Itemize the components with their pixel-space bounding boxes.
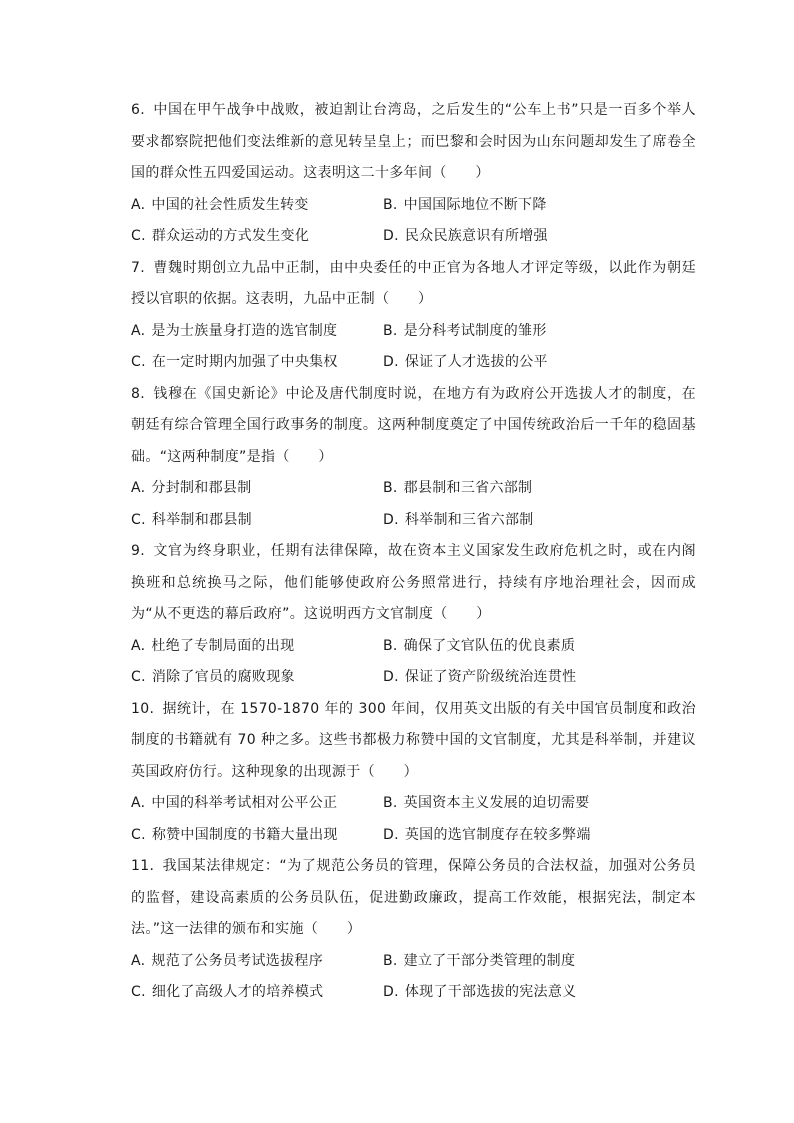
option-a[interactable] bbox=[131, 473, 383, 505]
option-text: 英国的选官制度存在较多弊端 bbox=[404, 826, 591, 843]
question-number: 7. bbox=[131, 259, 146, 276]
option-text: 分封制和郡县制 bbox=[151, 480, 252, 496]
option-d[interactable] bbox=[383, 977, 576, 1009]
question-stem bbox=[131, 851, 696, 946]
options-row bbox=[131, 473, 696, 505]
option-b[interactable] bbox=[383, 788, 590, 820]
option-letter: C. bbox=[131, 984, 146, 1000]
question-number: 9. bbox=[131, 543, 146, 559]
option-text: 保证了资产阶级统治连贯性 bbox=[404, 669, 577, 685]
option-text: 规范了公务员考试选拔程序 bbox=[151, 952, 323, 969]
option-letter: D. bbox=[383, 669, 399, 685]
option-d[interactable] bbox=[383, 347, 548, 379]
option-letter: B. bbox=[383, 322, 398, 339]
question-10 bbox=[131, 694, 696, 852]
option-text: 中国的社会性质发生转变 bbox=[151, 196, 309, 213]
option-letter: D. bbox=[383, 984, 399, 1000]
option-text: 杜绝了专制局面的出现 bbox=[151, 637, 295, 654]
option-b[interactable] bbox=[383, 473, 532, 505]
option-c[interactable] bbox=[131, 505, 383, 537]
options-row bbox=[131, 946, 696, 978]
question-6 bbox=[131, 95, 696, 253]
option-letter: A. bbox=[131, 196, 146, 213]
option-text: 中国的科举考试相对公平公正 bbox=[151, 795, 338, 811]
option-b[interactable] bbox=[383, 946, 575, 978]
options-row bbox=[131, 316, 696, 348]
option-text: 英国资本主义发展的迫切需要 bbox=[403, 795, 590, 811]
question-stem bbox=[131, 694, 696, 789]
options-row bbox=[131, 631, 696, 663]
option-text: 是分科考试制度的雏形 bbox=[403, 322, 547, 339]
option-letter: A. bbox=[131, 322, 146, 339]
option-letter: A. bbox=[131, 480, 146, 496]
option-a[interactable] bbox=[131, 788, 383, 820]
question-stem bbox=[131, 536, 696, 631]
option-text: 体现了干部选拔的宪法意义 bbox=[404, 984, 577, 1000]
option-c[interactable] bbox=[131, 977, 383, 1009]
question-text: 中国在甲午战争中战败，被迫割让台湾岛，之后发生的“公车上书”只是一百多个举人要求都察院把他们变法维新的意见转呈皇上；而巴黎和会时因为山东问题却发生了席卷全国的群众性五四爱国运动。这表明这二十多年间（ ） bbox=[131, 102, 696, 181]
option-text: 是为士族量身打造的选官制度 bbox=[151, 322, 338, 339]
option-text: 保证了人才选拔的公平 bbox=[404, 354, 548, 370]
option-d[interactable] bbox=[383, 505, 534, 537]
options-row bbox=[131, 221, 696, 253]
option-letter: A. bbox=[131, 637, 146, 654]
question-7 bbox=[131, 253, 696, 379]
option-a[interactable] bbox=[131, 631, 383, 663]
options-row bbox=[131, 347, 696, 379]
options-row bbox=[131, 505, 696, 537]
option-text: 群众运动的方式发生变化 bbox=[151, 228, 310, 244]
option-text: 民众民族意识有所增强 bbox=[404, 228, 548, 244]
question-text: 钱穆在《国史新论》中论及唐代制度时说，在地方有为政府公开选拔人才的制度，在朝廷有综合管理全国行政事务的制度。这两种制度奠定了中国传统政治后一千年的稳固基础。“这两种制度”是指（ ） bbox=[131, 385, 696, 465]
option-text: 科举制和郡县制 bbox=[151, 511, 252, 528]
question-number: 8. bbox=[131, 385, 146, 402]
question-number: 6. bbox=[131, 102, 146, 118]
option-letter: C. bbox=[131, 228, 146, 244]
option-letter: D. bbox=[383, 354, 399, 370]
option-a[interactable] bbox=[131, 316, 383, 348]
option-letter: B. bbox=[383, 795, 398, 811]
question-number: 11. bbox=[131, 858, 155, 874]
exam-page bbox=[131, 95, 696, 1009]
option-text: 细化了高级人才的培养模式 bbox=[151, 984, 324, 1000]
option-letter: B. bbox=[383, 196, 398, 213]
question-8 bbox=[131, 379, 696, 537]
option-a[interactable] bbox=[131, 190, 383, 222]
option-letter: C. bbox=[131, 669, 146, 685]
option-text: 确保了文官队伍的优良素质 bbox=[403, 637, 576, 654]
options-row bbox=[131, 662, 696, 694]
option-letter: A. bbox=[131, 952, 146, 969]
question-stem bbox=[131, 95, 696, 190]
options-row bbox=[131, 190, 696, 222]
question-text: 曹魏时期创立九品中正制，由中央委任的中正官为各地人才评定等级，以此作为朝廷授以官职的依据。这表明，九品中正制（ ） bbox=[131, 259, 696, 307]
option-b[interactable] bbox=[383, 190, 547, 222]
question-11 bbox=[131, 851, 696, 1009]
option-letter: C. bbox=[131, 511, 146, 528]
option-letter: D. bbox=[383, 228, 399, 244]
option-b[interactable] bbox=[383, 316, 547, 348]
option-text: 科举制和三省六部制 bbox=[404, 511, 534, 528]
options-row bbox=[131, 820, 696, 852]
options-row bbox=[131, 788, 696, 820]
option-letter: B. bbox=[383, 637, 398, 654]
option-letter: C. bbox=[131, 354, 146, 370]
question-9 bbox=[131, 536, 696, 694]
option-c[interactable] bbox=[131, 820, 383, 852]
option-letter: B. bbox=[383, 952, 398, 969]
option-letter: B. bbox=[383, 480, 398, 496]
question-text: 据统计，在 1570-1870 年的 300 年间，仅用英文出版的有关中国官员制度和政治制度的书籍就有 70 种之多。这些书都极力称赞中国的文官制度，尤其是科举制，并建议英国政府仿行。这种现象的出现源于（ ） bbox=[131, 700, 696, 780]
question-stem bbox=[131, 253, 696, 316]
option-letter: D. bbox=[383, 511, 399, 528]
option-text: 在一定时期内加强了中央集权 bbox=[151, 354, 338, 370]
option-letter: C. bbox=[131, 826, 146, 843]
option-c[interactable] bbox=[131, 347, 383, 379]
question-stem bbox=[131, 379, 696, 474]
option-letter: A. bbox=[131, 795, 146, 811]
options-row bbox=[131, 977, 696, 1009]
question-text: 我国某法律规定：“为了规范公务员的管理，保障公务员的合法权益，加强对公务员的监督，建设高素质的公务员队伍，促进勤政廉政，提高工作效能，根据宪法，制定本法。”这一法律的颁布和实施（ ） bbox=[131, 858, 696, 937]
option-c[interactable] bbox=[131, 662, 383, 694]
option-a[interactable] bbox=[131, 946, 383, 978]
option-d[interactable] bbox=[383, 662, 576, 694]
option-d[interactable] bbox=[383, 221, 548, 253]
option-d[interactable] bbox=[383, 820, 591, 852]
option-text: 中国国际地位不断下降 bbox=[403, 196, 547, 213]
option-b[interactable] bbox=[383, 631, 575, 663]
option-c[interactable] bbox=[131, 221, 383, 253]
question-text: 文官为终身职业，任期有法律保障，故在资本主义国家发生政府危机之时，或在内阁换班和总统换马之际，他们能够使政府公务照常进行，持续有序地治理社会，因而成为“从不更迭的幕后政府”。这说明西方文官制度（ ） bbox=[131, 543, 696, 622]
question-number: 10. bbox=[131, 700, 155, 717]
option-text: 称赞中国制度的书籍大量出现 bbox=[151, 826, 338, 843]
option-text: 消除了官员的腐败现象 bbox=[151, 669, 295, 685]
option-text: 建立了干部分类管理的制度 bbox=[403, 952, 576, 969]
option-text: 郡县制和三省六部制 bbox=[403, 480, 533, 496]
option-letter: D. bbox=[383, 826, 399, 843]
